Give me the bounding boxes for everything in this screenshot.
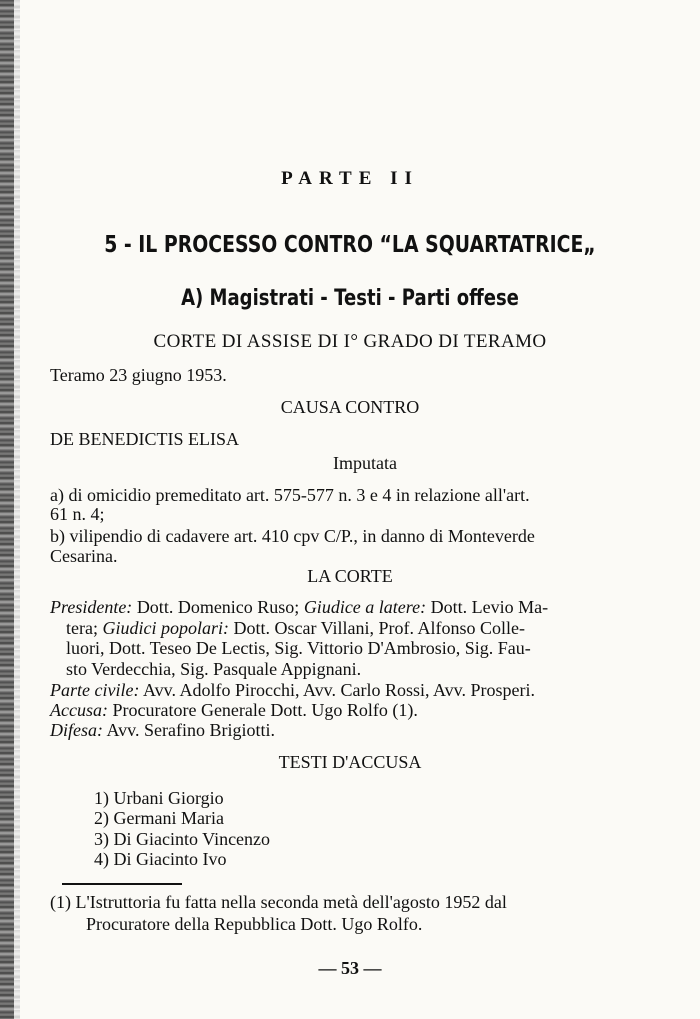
accusa-text: Procuratore Generale Dott. Ugo Rolfo (1). xyxy=(107,700,418,720)
chapter-title: 5 - IL PROCESSO CONTRO “LA SQUARTATRICE„ xyxy=(104,232,596,258)
court-heading: CORTE DI ASSISE DI I° GRADO DI TERAMO xyxy=(153,331,547,352)
witness-item: 1) Urbani Giorgio xyxy=(94,788,224,808)
giudici-prefix: tera; xyxy=(66,618,103,638)
parte-civile-line xyxy=(50,680,535,701)
footnote-line: (1) L'Istruttoria fu fatta nella seconda metà dell'agosto 1952 dal xyxy=(50,892,507,912)
presidente-line xyxy=(50,597,548,618)
presidente-text: Dott. Domenico Ruso; xyxy=(132,597,304,617)
giudici-end-line: sto Verdecchia, Sig. Pasquale Appignani. xyxy=(66,659,362,679)
difesa-text: Avv. Serafino Brigiotti. xyxy=(103,720,275,740)
giudice-label: Giudice a latere: xyxy=(303,597,427,617)
parte-civile-text: Avv. Adolfo Pirocchi, Avv. Carlo Rossi, Avv. Prosperi. xyxy=(139,680,535,700)
giudice-text: Dott. Levio Ma- xyxy=(426,597,549,617)
witness-item: 4) Di Giacinto Ivo xyxy=(94,849,227,869)
giudici-popolari-label: Giudici popolari: xyxy=(102,618,229,638)
court-members-heading: LA CORTE xyxy=(307,566,393,586)
accusa-label: Accusa: xyxy=(50,700,108,720)
charge-line: 61 n. 4; xyxy=(50,504,105,524)
charge-line: a) di omicidio premeditato art. 575-577 n. 3 e 4 in relazione all'art. xyxy=(50,485,530,505)
charge-line: b) vilipendio di cadavere art. 410 cpv C/P., in danno di Monteverde xyxy=(50,526,535,546)
witness-item: 3) Di Giacinto Vincenzo xyxy=(94,829,271,849)
charge-line: Cesarina. xyxy=(50,546,118,566)
footnote-line: Procuratore della Repubblica Dott. Ugo Rolfo. xyxy=(86,914,423,934)
giudici-continued-line: luori, Dott. Teseo De Lectis, Sig. Vittorio D'Ambrosio, Sig. Fau- xyxy=(66,638,531,658)
page-number: — 53 — xyxy=(318,958,382,978)
witnesses-heading: TESTI D'ACCUSA xyxy=(278,752,422,772)
parte-civile-label: Parte civile: xyxy=(50,680,140,700)
cause-heading: CAUSA CONTRO xyxy=(280,397,420,417)
place-date: Teramo 23 giugno 1953. xyxy=(50,365,227,385)
part-heading: PARTE II xyxy=(281,168,419,189)
presidente-label: Presidente: xyxy=(50,597,133,617)
defendant-name: DE BENEDICTIS ELISA xyxy=(50,429,239,449)
giudici-popolari-text: Dott. Oscar Villani, Prof. Alfonso Colle- xyxy=(228,618,526,638)
giudici-line xyxy=(66,618,525,639)
defendant-role: Imputata xyxy=(333,453,397,473)
witness-item: 2) Germani Maria xyxy=(94,808,224,828)
section-subtitle: A) Magistrati - Testi - Parti offese xyxy=(181,286,519,311)
difesa-line xyxy=(50,720,275,741)
footnote-divider xyxy=(62,883,182,885)
difesa-label: Difesa: xyxy=(50,720,103,740)
accusa-line xyxy=(50,700,418,721)
